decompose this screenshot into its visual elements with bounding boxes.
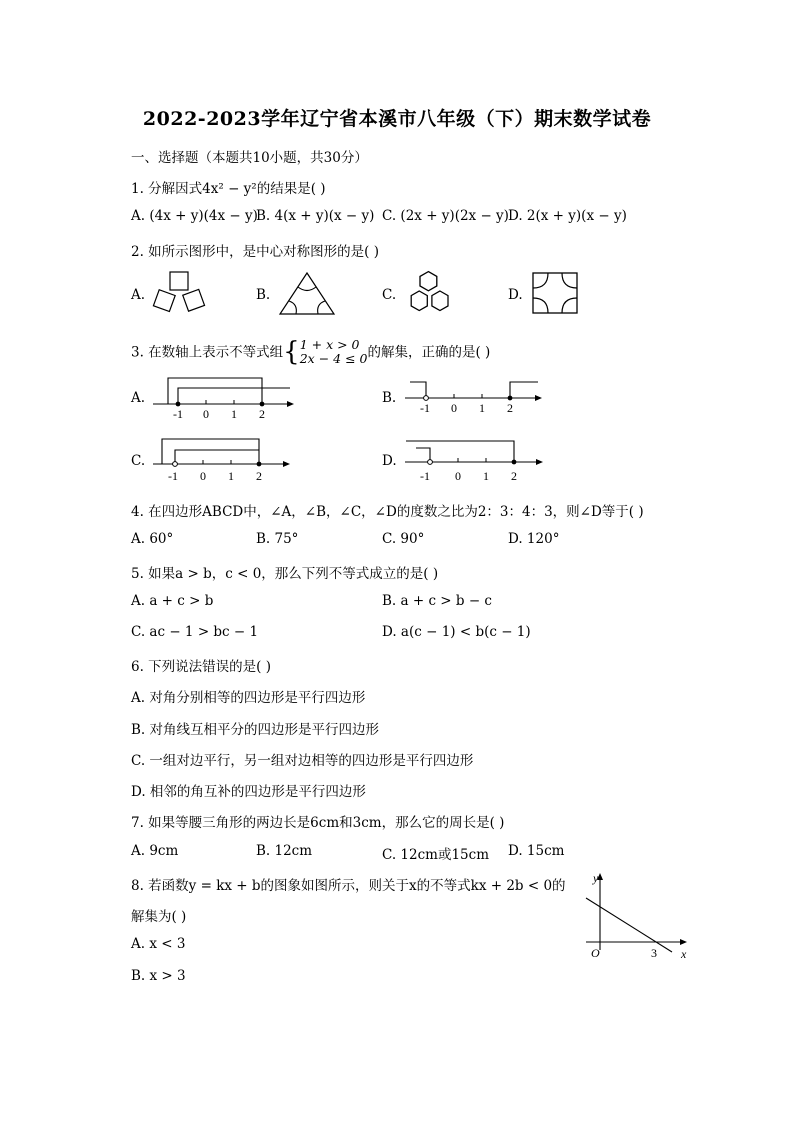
question-6-stem: 6. 下列说法错误的是( ): [131, 659, 271, 675]
question-7-option-b[interactable]: B. 12cm: [256, 843, 313, 859]
x-intercept-label: 3: [651, 946, 657, 960]
question-4-option-c[interactable]: C. 90°: [382, 531, 425, 547]
question-7-option-d[interactable]: D. 15cm: [508, 843, 565, 859]
question-6-option-b[interactable]: B. 对角线互相平分的四边形是平行四边形: [131, 722, 380, 738]
question-2-option-c[interactable]: C.: [382, 287, 397, 303]
inequality-1: 1 + x > 0: [299, 337, 360, 352]
question-2-option-b[interactable]: B.: [256, 287, 271, 303]
question-3-option-b[interactable]: B.: [382, 390, 397, 406]
question-8-option-a[interactable]: A. x < 3: [131, 936, 186, 952]
question-4-option-a[interactable]: A. 60°: [131, 531, 174, 547]
tick-label-1: 1: [479, 401, 485, 415]
question-5-option-c[interactable]: C. ac − 1 > bc − 1: [131, 624, 259, 640]
tick-label-1: 1: [231, 407, 237, 421]
number-line-a: [148, 370, 298, 425]
tick-label-neg1: -1: [420, 401, 430, 415]
inequality-2: 2x − 4 ≤ 0: [299, 351, 368, 366]
question-6-option-a[interactable]: A. 对角分别相等的四边形是平行四边形: [131, 690, 366, 706]
question-1-option-d[interactable]: D. 2(x + y)(x − y): [508, 208, 627, 224]
tick-label-neg1: -1: [168, 469, 178, 483]
x-axis-label: x: [681, 947, 687, 961]
question-1-stem: 1. 分解因式4x² − y²的结果是( ): [131, 181, 326, 197]
question-3-option-d[interactable]: D.: [382, 453, 397, 469]
tick-label-2: 2: [511, 469, 517, 483]
figure-triangle-arcs: [276, 270, 338, 318]
question-7-option-c[interactable]: C. 12cm或15cm: [382, 847, 490, 863]
question-1-option-b[interactable]: B. 4(x + y)(x − y): [256, 208, 375, 224]
question-6-option-c[interactable]: C. 一组对边平行，另一组对边相等的四边形是平行四边形: [131, 753, 474, 769]
question-5-stem: 5. 如果a > b，c < 0，那么下列不等式成立的是( ): [131, 566, 439, 582]
question-7-option-a[interactable]: A. 9cm: [131, 843, 179, 859]
exam-title: 2022-2023学年辽宁省本溪市八年级（下）期末数学试卷: [142, 108, 652, 130]
question-8-stem-line1: 8. 若函数y = kx + b的图象如图所示，则关于x的不等式kx + 2b < 0的: [131, 878, 566, 894]
question-8-option-b[interactable]: B. x > 3: [131, 968, 186, 984]
figure-square-arcs: [530, 270, 582, 316]
number-line-d: [400, 433, 550, 488]
question-4-option-d[interactable]: D. 120°: [508, 531, 560, 547]
question-3-stem: [131, 338, 490, 368]
question-4-option-b[interactable]: B. 75°: [256, 531, 299, 547]
question-5-option-a[interactable]: A. a + c > b: [131, 593, 214, 609]
question-8-stem-line2: 解集为( ): [131, 909, 187, 925]
question-5-option-d[interactable]: D. a(c − 1) < b(c − 1): [382, 624, 531, 640]
tick-label-2: 2: [259, 407, 265, 421]
figure-three-squares: [148, 268, 210, 318]
question-3-stem-pre: 3. 在数轴上表示不等式组: [131, 344, 284, 361]
question-3-option-c[interactable]: C.: [131, 453, 146, 469]
question-1-option-a[interactable]: A. (4x + y)(4x − y): [131, 208, 258, 224]
number-line-b: [400, 372, 550, 420]
tick-label-1: 1: [483, 469, 489, 483]
question-7-stem: 7. 如果等腰三角形的两边长是6cm和3cm，那么它的周长是( ): [131, 815, 505, 831]
tick-label-0: 0: [451, 401, 457, 415]
figure-three-hexagons: [402, 268, 454, 318]
tick-label-0: 0: [203, 407, 209, 421]
inequality-system: { 1 + x > 0 2x − 4 ≤ 0: [283, 337, 368, 367]
question-2-stem: 2. 如所示图形中，是中心对称图形的是( ): [131, 244, 379, 260]
number-line-c: [148, 433, 298, 488]
tick-label-neg1: -1: [173, 407, 183, 421]
question-2-option-d[interactable]: D.: [508, 287, 523, 303]
question-5-option-b[interactable]: B. a + c > b − c: [382, 593, 492, 609]
tick-label-0: 0: [455, 469, 461, 483]
linear-function-graph: [582, 868, 692, 963]
tick-label-1: 1: [228, 469, 234, 483]
question-3-stem-post: 的解集，正确的是( ): [367, 344, 491, 361]
question-6-option-d[interactable]: D. 相邻的角互补的四边形是平行四边形: [131, 784, 366, 800]
question-3-option-a[interactable]: A.: [131, 390, 146, 406]
section-heading: 一、选择题（本题共10小题，共30分）: [131, 150, 368, 166]
question-2-option-a[interactable]: A.: [131, 287, 146, 303]
tick-label-2: 2: [256, 469, 262, 483]
tick-label-neg1: -1: [420, 469, 430, 483]
question-4-stem: 4. 在四边形ABCD中，∠A，∠B，∠C，∠D的度数之比为2：3：4：3，则∠D等于( ): [131, 504, 644, 520]
question-1-option-c[interactable]: C. (2x + y)(2x − y): [382, 208, 509, 224]
origin-label: O: [591, 946, 600, 960]
tick-label-2: 2: [507, 401, 513, 415]
y-axis-label: y: [593, 871, 599, 885]
tick-label-0: 0: [200, 469, 206, 483]
